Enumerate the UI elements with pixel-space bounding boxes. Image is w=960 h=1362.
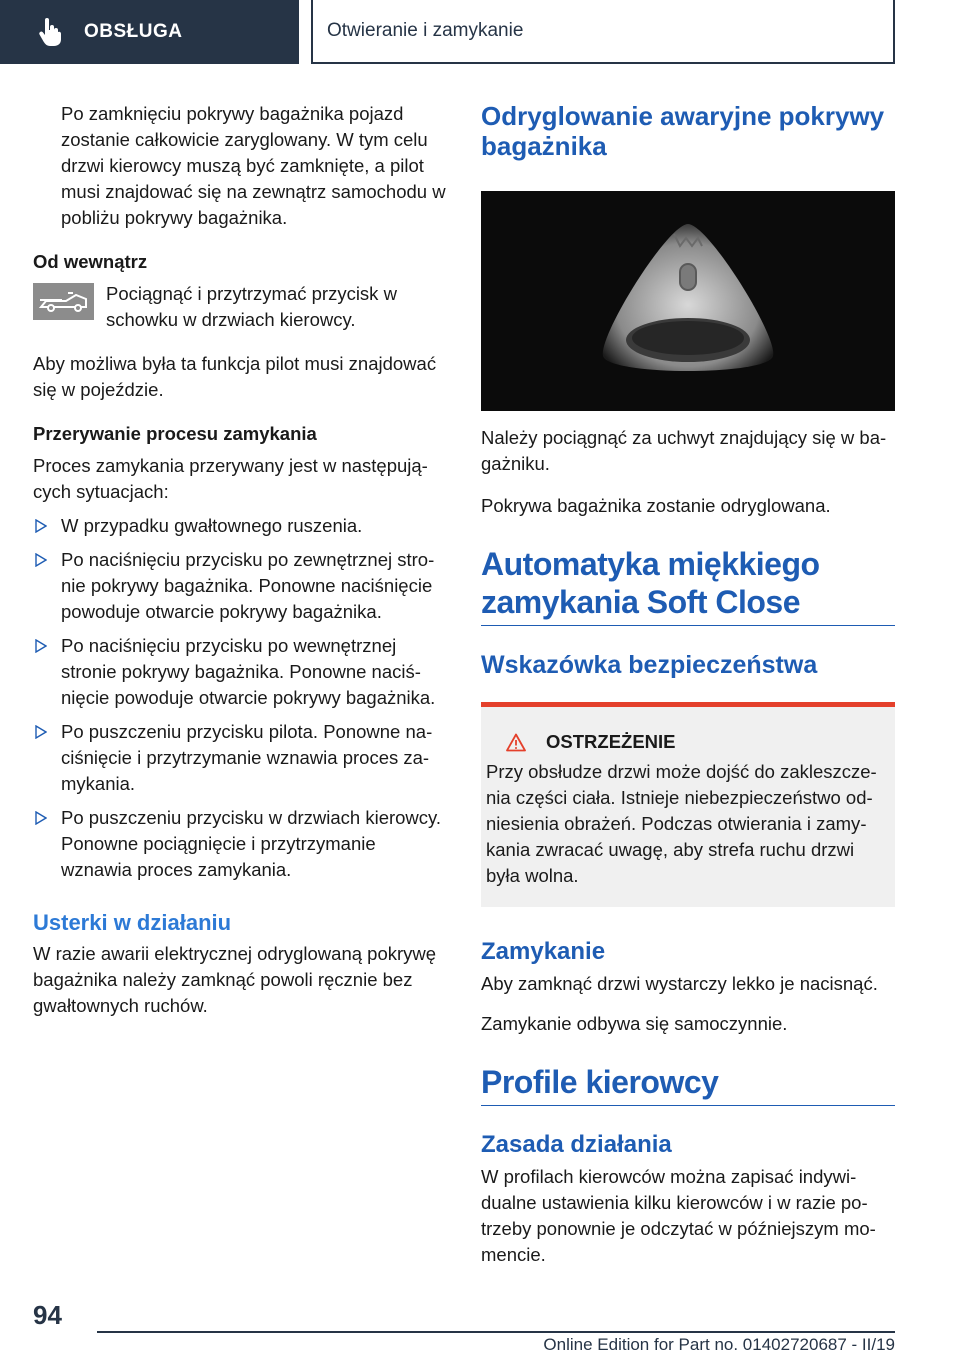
list-item: Po puszczeniu przycisku pilota. Ponowne naciśnięcie i przytrzymanie wznawia proces zamykania. — [33, 719, 448, 797]
triangle-bullet-icon — [35, 519, 47, 533]
inside-heading: Od wewnątrz — [33, 251, 148, 272]
chapter-title: Otwieranie i zamykanie — [327, 20, 524, 41]
triangle-bullet-icon — [35, 811, 47, 825]
footer-divider — [97, 1331, 895, 1333]
edition-note: Online Edition for Part no. 01402720687 - II/19 — [543, 1335, 895, 1354]
warning-text: Przy obsłudze drzwi może dojść do zakleszczenia części ciała. Istnieje niebezpieczeństwo odniesienia obrażeń. Podczas otwierania i zamykania zwracać uwagę, aby strefa ruchu drzwi była wolna. — [486, 761, 877, 886]
closing-heading: Zamykanie — [481, 938, 606, 965]
warning-title: OSTRZEŻENIE — [546, 731, 676, 752]
closing-text-2: Zamykanie odbywa się samoczynnie. — [481, 1013, 788, 1034]
intro-paragraph: Po zamknięciu pokrywy bagażnika pojazd zostanie całkowicie zaryglowany. W tym celu drzwi kierowcy muszą być zamknięte, a pilot musi znajdować się na zewnątrz samochodu w pobliżu pokrywy bagażnika. — [61, 103, 446, 228]
interrupt-list — [33, 513, 448, 883]
hand-pointer-icon — [38, 18, 62, 46]
emergency-heading: Odryglowanie awaryjne pokrywy bagażnika — [481, 101, 885, 161]
warning-triangle-icon — [506, 733, 526, 752]
principle-text: W profilach kierowców można zapisać indywidualne ustawienia kilku kierowców i w razie potrzeby ponownie je odczytać w późniejszym momencie. — [481, 1166, 876, 1265]
list-item: Po naciśnięciu przycisku po zewnętrznej stronie pokrywy bagażnika. Ponowne naciśnięcie powoduje otwarcie pokrywy bagażnika. — [33, 547, 448, 625]
emergency-handle-image — [481, 191, 895, 411]
list-item: Po naciśnięciu przycisku po wewnętrznej stronie pokrywy bagażnika. Ponowne naciśnięcie powoduje otwarcie pokrywy bagażnika. — [33, 633, 448, 711]
fault-heading: Usterki w działaniu — [33, 910, 232, 935]
section-tab — [0, 0, 299, 64]
interrupt-intro: Proces zamykania przerywany jest w następujących sytuacjach: — [33, 455, 428, 502]
safety-heading: Wskazówka bezpieczeństwa — [481, 651, 818, 679]
fault-text: W razie awarii elektrycznej odryglowaną pokrywę bagażnika należy zamknąć powoli ręcznie bez gwałtownych ruchów. — [33, 943, 437, 1016]
inside-instruction — [33, 281, 448, 333]
emergency-text-2: Pokrywa bagażnika zostanie odryglowana. — [481, 495, 831, 516]
warning-box — [481, 702, 895, 907]
chapter-header — [311, 0, 895, 64]
emergency-text-1: Należy pociągnąć za uchwyt znajdujący się w bagażniku. — [481, 427, 887, 474]
warning-title-row — [486, 729, 883, 755]
softclose-heading: Automatyka miękkiego zamykania Soft Close — [481, 545, 895, 626]
list-item: W przypadku gwałtownego ruszenia. — [33, 513, 448, 539]
closing-text-1: Aby zamknąć drzwi wystarczy lekko je nacisnąć. — [481, 973, 878, 994]
principle-heading: Zasada działania — [481, 1131, 672, 1158]
triangle-bullet-icon — [35, 553, 47, 567]
profiles-heading: Profile kierowcy — [481, 1063, 895, 1106]
remote-note: Aby możliwa była ta funkcja pilot musi znajdować się w pojeździe. — [33, 353, 437, 400]
section-title: OBSŁUGA — [84, 21, 183, 42]
page-number: 94 — [33, 1300, 62, 1330]
triangle-bullet-icon — [35, 639, 47, 653]
car-trunk-icon — [33, 283, 94, 320]
triangle-bullet-icon — [35, 725, 47, 739]
list-item: Po puszczeniu przycisku w drzwiach kierowcy. Ponowne pociągnięcie i przytrzymanie wznawia proces zamykania. — [33, 805, 448, 883]
left-column — [33, 101, 448, 1019]
inside-text: Pociągnąć i przytrzymać przycisk w schowku w drzwiach kierowcy. — [106, 283, 397, 330]
interrupt-heading: Przerywanie procesu zamykania — [33, 423, 317, 444]
right-column — [481, 101, 895, 1268]
